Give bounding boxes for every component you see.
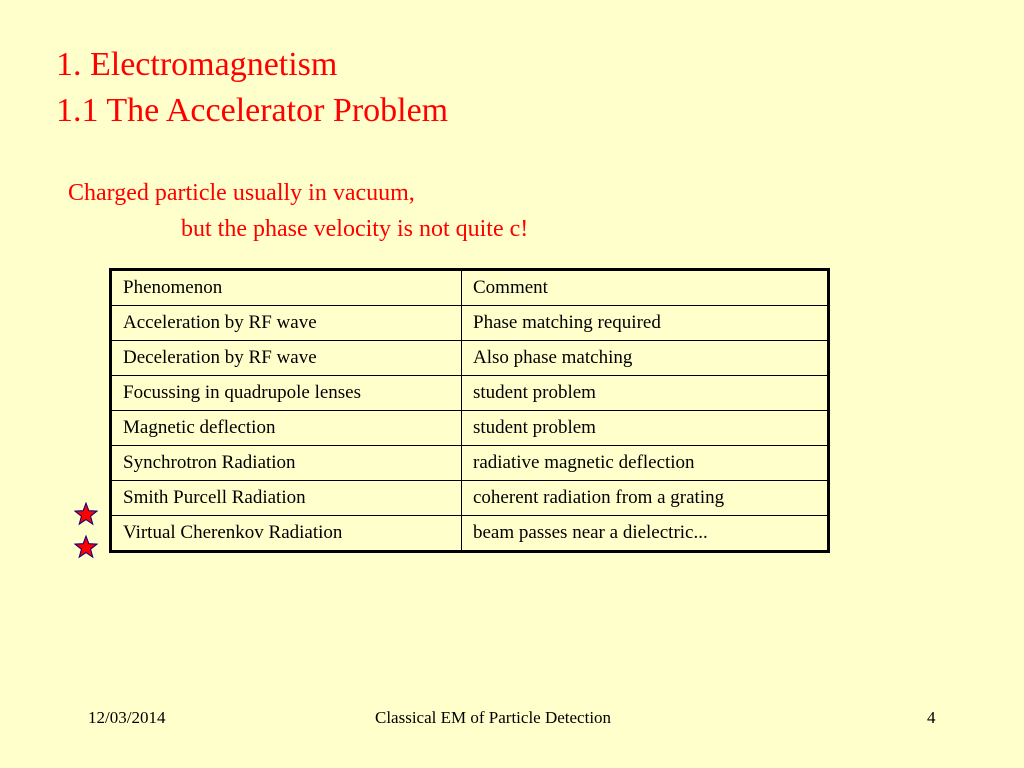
comment-cell: coherent radiation from a grating: [462, 481, 829, 516]
star-icon: [74, 535, 98, 559]
phenomenon-cell: Synchrotron Radiation: [111, 446, 462, 481]
footer-date: 12/03/2014: [88, 708, 166, 727]
comment-cell: student problem: [462, 376, 829, 411]
subtitle-line-1: Charged particle usually in vacuum,: [68, 180, 415, 206]
comment-cell: student problem: [462, 411, 829, 446]
comment-cell: radiative magnetic deflection: [462, 446, 829, 481]
header-comment: Comment: [462, 270, 829, 306]
slide-subtitle: [68, 175, 528, 247]
title-line-1: 1. Electromagnetism: [56, 46, 338, 83]
title-line-2: 1.1 The Accelerator Problem: [56, 92, 449, 129]
slide-title: [56, 42, 448, 134]
phenomenon-cell: Magnetic deflection: [111, 411, 462, 446]
header-phenomenon: Phenomenon: [111, 270, 462, 306]
table-row: [111, 411, 829, 446]
star-icon: [74, 502, 98, 526]
table-row: [111, 306, 829, 341]
phenomenon-cell: Virtual Cherenkov Radiation: [111, 516, 462, 552]
footer-page-number: 4: [927, 708, 936, 727]
table-row: [111, 376, 829, 411]
phenomenon-cell: Smith Purcell Radiation: [111, 481, 462, 516]
footer-title: Classical EM of Particle Detection: [375, 708, 612, 727]
table-header-row: [111, 270, 829, 306]
phenomenon-cell: Deceleration by RF wave: [111, 341, 462, 376]
phenomenon-cell: Focussing in quadrupole lenses: [111, 376, 462, 411]
phenomena-table: [109, 268, 830, 553]
comment-cell: Also phase matching: [462, 341, 829, 376]
table-row: [111, 341, 829, 376]
phenomenon-cell: Acceleration by RF wave: [111, 306, 462, 341]
subtitle-line-2: but the phase velocity is not quite c!: [181, 216, 529, 242]
comment-cell: beam passes near a dielectric...: [462, 516, 829, 552]
table-row: [111, 481, 829, 516]
comment-cell: Phase matching required: [462, 306, 829, 341]
table-row: [111, 446, 829, 481]
table-row: [111, 516, 829, 552]
